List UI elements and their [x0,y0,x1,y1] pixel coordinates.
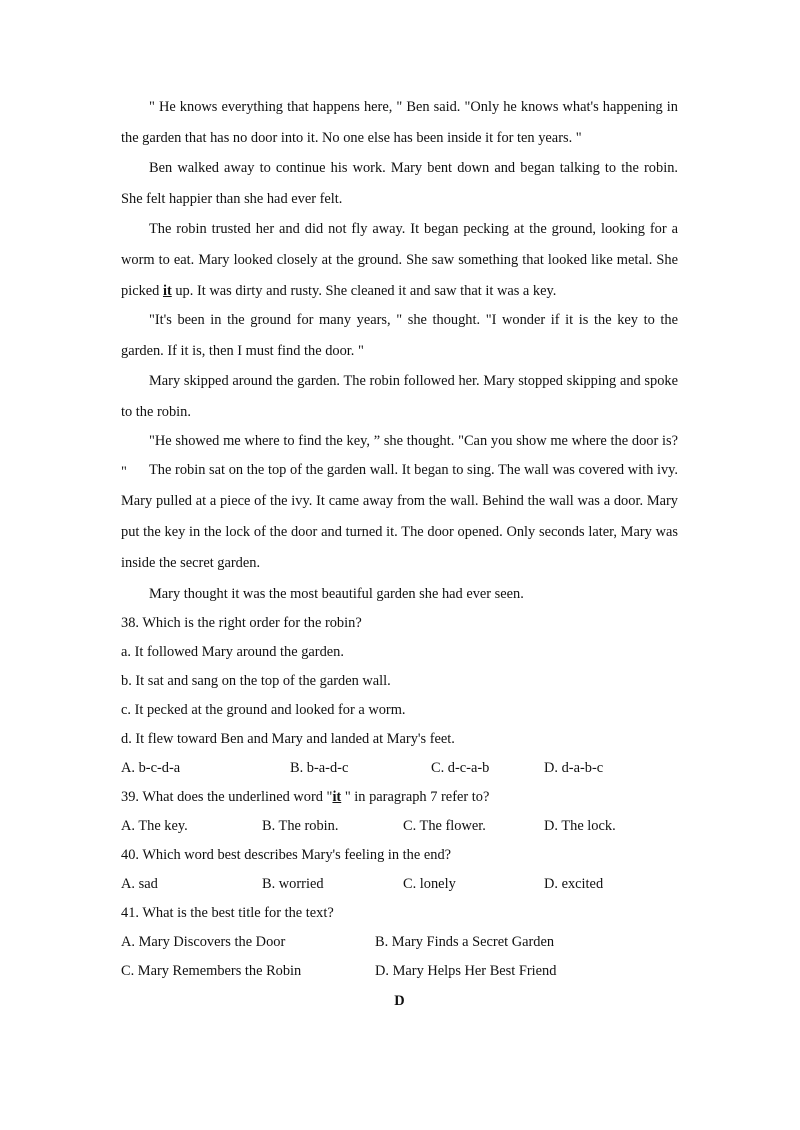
question-38-item-b: b. It sat and sang on the top of the garden wall. [121,673,391,689]
paragraph-4: "It's been in the ground for many years, " she thought. "I wonder if it is the key to the garden. If it is, then I must find the door. " [121,312,678,359]
paragraph-8: Mary thought it was the most beautiful garden she had ever seen. [149,586,524,602]
section-label: D [394,993,405,1009]
question-41-option-c[interactable]: C. Mary Remembers the Robin [121,963,302,979]
question-38-item-c: c. It pecked at the ground and looked for a worm. [121,702,406,718]
question-40-option-d[interactable]: D. excited [544,876,604,892]
question-38-item-a: a. It followed Mary around the garden. [121,644,344,660]
question-39-underlined-word: it [332,789,342,805]
question-39-option-c[interactable]: C. The flower. [403,818,486,834]
question-38-stem: 38. Which is the right order for the robin? [121,615,362,631]
question-38-option-d[interactable]: D. d-a-b-c [544,760,604,776]
question-40-option-a[interactable]: A. sad [121,876,158,892]
paragraph-3-text-after: up. It was dirty and rusty. She cleaned it and saw that it was a key. [171,283,557,299]
paragraph-3 [121,214,678,307]
question-40-stem: 40. Which word best describes Mary's feeling in the end? [121,847,452,863]
paragraph-5: Mary skipped around the garden. The robin followed her. Mary stopped skipping and spoke to the robin. [121,373,678,420]
question-39-stem-before: 39. What does the underlined word " [121,789,333,805]
question-38-item-d: d. It flew toward Ben and Mary and landed at Mary's feet. [121,731,455,747]
question-38-option-b[interactable]: B. b-a-d-c [290,760,349,776]
question-39-stem [121,787,678,807]
paragraph-7: The robin sat on the top of the garden wall. It began to sing. The wall was covered with ivy. Mary pulled at a piece of the ivy. It came away from the wall. Behind the wall was a door. Mary put the key in the lock of the door and turned it. The door opened. Only seconds later, Mary was inside the secret garden. [121,462,678,571]
question-39-option-a[interactable]: A. The key. [121,818,188,834]
question-39-option-b[interactable]: B. The robin. [262,818,339,834]
question-41-option-a[interactable]: A. Mary Discovers the Door [121,934,286,950]
question-40-option-c[interactable]: C. lonely [403,876,456,892]
paragraph-2: Ben walked away to continue his work. Mary bent down and began talking to the robin. She felt happier than she had ever felt. [121,160,678,207]
paragraph-1-text: " He knows everything that happens here, " Ben said. "Only he knows what's happening in the garden that has no door into it. No one else has been inside it for ten years. " [121,99,678,146]
question-41-stem: 41. What is the best title for the text? [121,905,334,921]
question-41-option-b[interactable]: B. Mary Finds a Secret Garden [375,934,555,950]
question-38-option-c[interactable]: C. d-c-a-b [431,760,490,776]
question-39-option-d[interactable]: D. The lock. [544,818,616,834]
question-41-option-d[interactable]: D. Mary Helps Her Best Friend [375,963,557,979]
paragraph-1 [121,92,678,154]
question-39-stem-after: " in paragraph 7 refer to? [341,789,490,805]
question-40-option-b[interactable]: B. worried [262,876,324,892]
paragraph-3-text-before: The robin trusted her and did not fly away. It began pecking at the ground, looking for a worm to eat. Mary looked closely at the ground. She saw something that looked like metal. She picked [121,221,678,299]
question-38-option-a[interactable]: A. b-c-d-a [121,760,181,776]
paragraph-6: "He showed me where to find the key, ” she thought. "Can you show me where the door is? " [121,433,678,480]
underlined-word-it: it [162,283,172,299]
